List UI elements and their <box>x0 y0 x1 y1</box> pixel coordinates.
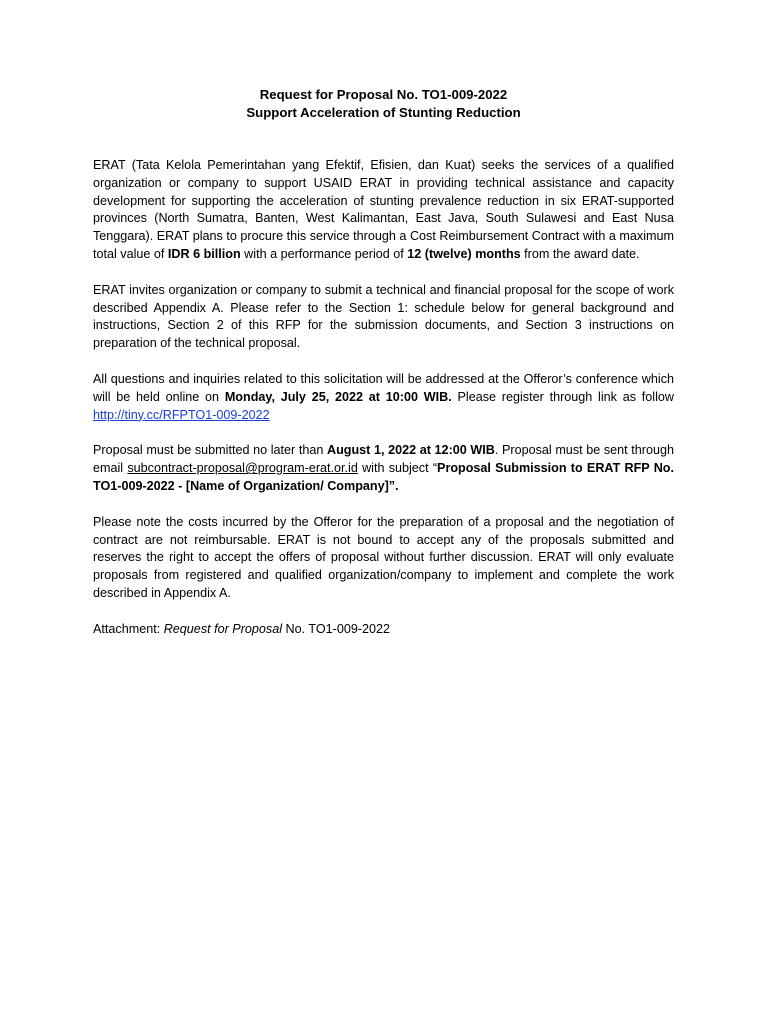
attachment-number: No. TO1-009-2022 <box>282 621 391 636</box>
costs-note-text: Please note the costs incurred by the Offeror for the preparation of a proposal and the negotiation of contract are not reimbursable. ERAT is not bound to accept any of the proposals submitted and reserves the right to accept the offers of proposal without further discussion. ERAT will only evaluate proposals from registered and qualified organization/company to implement and complete the work described in Appendix A. <box>93 514 674 600</box>
conference-date: Monday, July 25, 2022 at 10:00 WIB. <box>224 389 452 404</box>
submission-deadline: August 1, 2022 at 12:00 WIB <box>326 443 495 458</box>
submission-text-d: ”. <box>388 478 399 493</box>
conference-text-a: All questions and inquiries related to this solicitation will be addressed at the Offeror’s conference which will be held online on <box>93 371 674 404</box>
submission-text-b: . Proposal must be sent through email <box>93 443 675 476</box>
paragraph-costs-note <box>93 514 674 603</box>
invitation-text: ERAT invites organization or company to submit a technical and financial proposal for the scope of work described Appendix A. Please refer to the Section 1: schedule below for general background and instructions, Section 2 of this RFP for the submission documents, and Section 3 instructions on preparation of the technical proposal. <box>93 282 674 351</box>
paragraph-intro <box>93 157 674 264</box>
intro-text-b: with a performance period of <box>240 246 408 261</box>
attachment-label: Attachment: <box>93 621 164 636</box>
submission-text-c: with subject “ <box>357 461 438 476</box>
submission-text-a: Proposal must be submitted no later than <box>93 443 327 458</box>
email-subject: Proposal Submission to ERAT RFP No. TO1-009-2022 - [Name of Organization/ Company] <box>93 461 674 493</box>
contract-value: IDR 6 billion <box>167 246 241 261</box>
attachment-italic: Request for Proposal <box>163 621 283 636</box>
conference-text-b: Please register through link as follow <box>451 389 675 404</box>
paragraph-invitation <box>93 282 674 353</box>
submission-email-link[interactable]: subcontract-proposal@program-erat.or.id <box>127 461 358 476</box>
registration-link[interactable]: http://tiny.cc/RFPTO1-009-2022 <box>93 407 270 422</box>
paragraph-submission <box>93 442 674 495</box>
attachment-line <box>93 621 674 639</box>
intro-text-a: ERAT (Tata Kelola Pemerintahan yang Efektif, Efisien, dan Kuat) seeks the services of a qualified organization or company to support USAID ERAT in providing technical assistance and capacity development for supporting the acceleration of stunting prevalence reduction in six ERAT-supported provinces (North Sumatra, Banten, West Kalimantan, East Java, South Sulawesi and East Nusa Tenggara). ERAT plans to procure this service through a Cost Reimbursement Contract with a maximum total value of <box>93 158 674 261</box>
document-body <box>93 157 674 639</box>
performance-period: 12 (twelve) months <box>407 246 521 261</box>
intro-text-c: from the award date. <box>520 246 640 261</box>
document-title <box>93 86 674 122</box>
title-line-rfp-number: Request for Proposal No. TO1-009-2022 <box>259 87 508 102</box>
paragraph-conference <box>93 371 674 424</box>
title-line-subject: Support Acceleration of Stunting Reduction <box>246 105 521 120</box>
